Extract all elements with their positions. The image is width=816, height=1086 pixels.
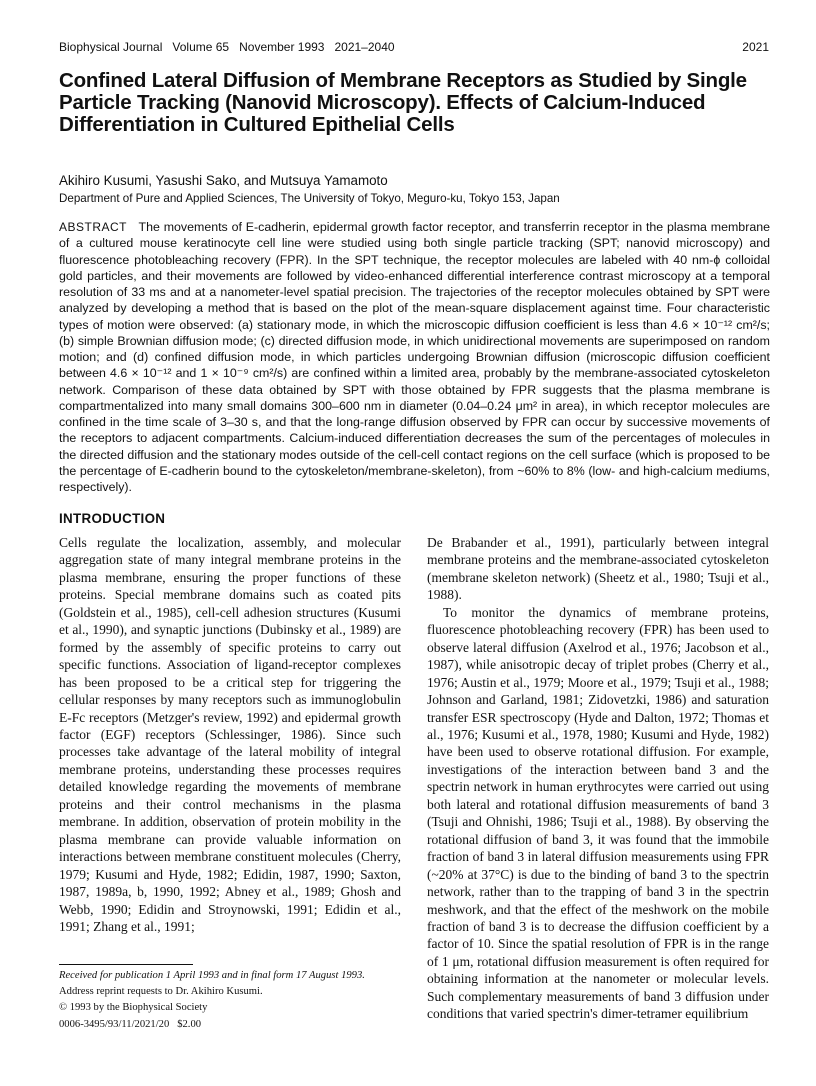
running-head — [59, 40, 769, 56]
abstract-label: ABSTRACT — [59, 220, 128, 234]
body-column-left — [59, 534, 401, 964]
author-list: Akihiro Kusumi, Yasushi Sako, and Mutsuya Yamamoto — [59, 173, 388, 188]
body-paragraph: To monitor the dynamics of membrane proteins, fluorescence photobleaching recovery (FPR) has been used to observe lateral diffusion (Axelrod et al., 1976; Jacobson et al., 1987), while anisotropic decay of triplet probes (Cherry et al., 1976; Austin et al., 1979; Moore et al., 1979; Tsuji et al., 1988; Johnson and Garland, 1981; Zidovetzki, 1986) and saturation transfer ESR spectroscopy (Hyde and Dalton, 1972; Thomas et al., 1976; Kusumi et al., 1978, 1980; Kusumi and Hyde, 1982) have been used to observe rotational diffusion. For example, investigations of the interaction between band 3 and the spectrin network in human erythrocytes were carried out using both lateral and rotational diffusion measurements of band 3 (Tsuji and Ohnishi, 1986; Tsuji et al., 1988). By observing the rotational diffusion of band 3, it was found that the immobile fraction of band 3 in lateral diffusion measurements using FPR (~20% at 37°C) is due to the binding of band 3 to the spectrin network, rather than to the trapping of band 3 in the spectrin meshwork, and that the effect of the meshwork on the mobile fraction of band 3 is to decrease the diffusion coefficient by a factor of 10. Since the spatial resolution of FPR is in the range of 1 μm, rotational diffusion measurement is often required for obtaining information at the nanometer or molecular levels. Such complementary measurements of band 3 diffusion under conditions that varied spectrin's dimer-tetramer equilibrium — [427, 604, 769, 1022]
abstract-text: The movements of E-cadherin, epidermal growth factor receptor, and transferrin receptor in the plasma membrane of a cultured mouse keratinocyte cell line were studied using both single particle tracking (SPT; nanovid microscopy) and fluorescence photobleaching recovery (FPR). In the SPT technique, the receptor molecules are labeled with 40 nm-ϕ colloidal gold particles, and their movements are followed by video-enhanced differential interference contrast microscopy at a temporal resolution of 33 ms and at a nanometer-level spatial precision. The trajectories of the receptor molecules obtained by SPT were analyzed by developing a method that is based on the plot of the mean-square displacement against time. Four characteristic types of motion were observed: (a) stationary mode, in which the microscopic diffusion coefficient is less than 4.6 × 10⁻¹² cm²/s; (b) simple Brownian diffusion mode; (c) directed diffusion mode, in which unidirectional movements are superimposed on random motion; and (d) confined diffusion mode, in which particles undergoing Brownian diffusion (microscopic diffusion coefficient between 4.6 × 10⁻¹² and 1 × 10⁻⁹ cm²/s) are confined within a limited area, probably by the membrane-associated cytoskeleton network. Comparison of these data obtained by SPT with those obtained by FPR suggests that the plasma membrane is compartmentalized into many small domains 300–600 nm in diameter (0.04–0.24 μm² in area), in which receptor molecules are confined in the time scale of 3–30 s, and that the long-range diffusion observed by FPR can occur by successive movements of the receptors to adjacent compartments. Calcium-induced differentiation decreases the sum of the percentages of molecules in the directed diffusion and the stationary modes outside of the cell-cell contact regions on the cell surface (which is proposed to be the percentage of E-cadherin bound to the cytoskeleton/membrane-skeleton), from ~60% to 8% (low- and high-calcium mediums, respectively). — [59, 220, 770, 494]
body-paragraph: Cells regulate the localization, assembly, and molecular aggregation state of many integral membrane proteins in the plasma membrane, ensuring the proper functions of these proteins. Special membrane domains such as coated pits (Goldstein et al., 1985), cell-cell adhesion structures (Kusumi et al., 1990), and synaptic junctions (Dubinsky et al., 1989) are formed by the assembly of specific proteins to carry out specific functions. Association of ligand-receptor complexes has been proposed to be a critical step for triggering the cellular responses by many receptors such as immunoglobulin E-Fc receptors (Metzger's review, 1992) and epidermal growth factor (EGF) receptors (Schlessinger, 1986). Since such processes take advantage of the lateral mobility of integral membrane proteins, understanding these processes requires detailed knowledge regarding the movements of membrane proteins and their control mechanisms in the plasma membrane. In addition, observation of protein mobility in the plasma membrane can provide valuable information on interactions between membrane constituent molecules (Cherry, 1979; Kusumi and Hyde, 1982; Edidin, 1987, 1990; Saxton, 1987, 1989a, b, 1990, 1992; Abney et al., 1989; Ghosh and Webb, 1990; Edidin and Stroynowski, 1991; Edidin et al., 1991; Zhang et al., 1991; — [59, 535, 401, 934]
page-number: 2021 — [742, 40, 769, 54]
reprint-note: Address reprint requests to Dr. Akihiro Kusumi. — [59, 986, 263, 998]
body-column-right — [427, 534, 769, 1074]
journal-citation: Biophysical Journal Volume 65 November 1993 2021–2040 — [59, 40, 395, 54]
received-note: Received for publication 1 April 1993 and in final form 17 August 1993. — [59, 970, 365, 981]
author-affiliation: Department of Pure and Applied Sciences, The University of Tokyo, Meguro-ku, Tokyo 153, Japan — [59, 192, 560, 205]
abstract — [59, 219, 770, 495]
body-paragraph-continued: De Brabander et al., 1991), particularly between integral membrane proteins and the membrane-associated cytoskeleton (membrane skeleton network) (Sheetz et al., 1980; Tsuji et al., 1988). — [427, 535, 769, 603]
section-heading-introduction: INTRODUCTION — [59, 511, 166, 526]
footnotes — [59, 968, 401, 1033]
article-title: Confined Lateral Diffusion of Membrane Receptors as Studied by Single Particle Tracking (Nanovid Microscopy). Effects of Calcium-Induced Differentiation in Cultured Epithelial Cells — [59, 69, 747, 136]
copyright-note: © 1993 by the Biophysical Society — [59, 1002, 208, 1014]
footnote-divider — [59, 964, 193, 965]
article-code: 0006-3495/93/11/2021/20 $2.00 — [59, 1018, 202, 1030]
